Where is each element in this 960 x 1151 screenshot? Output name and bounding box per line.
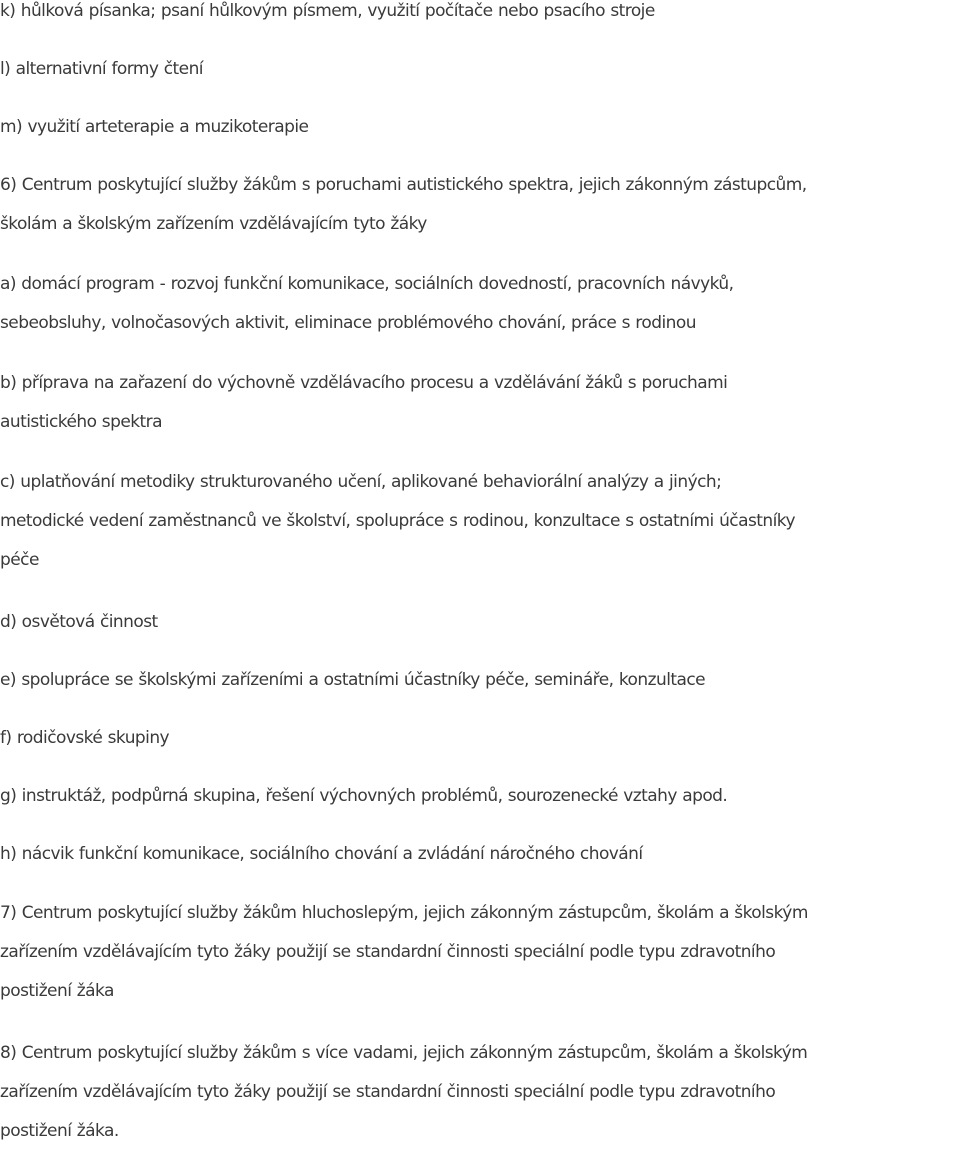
section-8-heading	[0, 1034, 960, 1151]
text-line: k) hůlková písanka; psaní hůlkovým písmem, využití počítače nebo psacího stroje	[0, 1, 655, 21]
text-line: autistického spektra	[0, 412, 162, 432]
text-line: a) domácí program - rozvoj funkční komunikace, sociálních dovedností, pracovních návyků,	[0, 274, 734, 294]
text-line: c) uplatňování metodiky strukturovaného učení, aplikované behaviorální analýzy a jiných;	[0, 472, 722, 492]
list-item-g	[0, 777, 960, 816]
text-line: školám a školským zařízením vzdělávajícím tyto žáky	[0, 214, 427, 234]
list-item-m	[0, 108, 960, 147]
text-line: 7) Centrum poskytující služby žákům hluchoslepým, jejich zákonným zástupcům, školám a školským	[0, 903, 808, 923]
text-line: b) příprava na zařazení do výchovně vzdělávacího procesu a vzdělávání žáků s poruchami	[0, 373, 728, 393]
text-line: l) alternativní formy čtení	[0, 59, 203, 79]
text-line: 6) Centrum poskytující služby žákům s poruchami autistického spektra, jejich zákonným zástupcům,	[0, 175, 807, 195]
text-line: e) spolupráce se školskými zařízeními a ostatními účastníky péče, semináře, konzultace	[0, 670, 706, 690]
text-line: f) rodičovské skupiny	[0, 728, 170, 748]
text-line: postižení žáka.	[0, 1121, 119, 1141]
section-7-heading	[0, 894, 960, 1011]
list-item-k	[0, 0, 960, 31]
text-line: postižení žáka	[0, 981, 114, 1001]
section-6-heading	[0, 166, 960, 244]
text-line: zařízením vzdělávajícím tyto žáky použijí se standardní činnosti speciální podle typu zdravotního	[0, 1082, 776, 1102]
list-item-d	[0, 603, 960, 642]
text-line: péče	[0, 550, 39, 570]
text-line: m) využití arteterapie a muzikoterapie	[0, 117, 309, 137]
list-item-c	[0, 463, 960, 580]
text-line: metodické vedení zaměstnanců ve školství, spolupráce s rodinou, konzultace s ostatními účastníky	[0, 511, 795, 531]
list-item-a	[0, 265, 960, 343]
text-line: g) instruktáž, podpůrná skupina, řešení výchovných problémů, sourozenecké vztahy apod.	[0, 786, 728, 806]
text-line: zařízením vzdělávajícím tyto žáky použijí se standardní činnosti speciální podle typu zdravotního	[0, 942, 776, 962]
list-item-b	[0, 364, 960, 442]
text-line: sebeobsluhy, volnočasových aktivit, eliminace problémového chování, práce s rodinou	[0, 313, 696, 333]
text-line: d) osvětová činnost	[0, 612, 158, 632]
list-item-h	[0, 835, 960, 874]
text-line: 8) Centrum poskytující služby žákům s více vadami, jejich zákonným zástupcům, školám a školským	[0, 1043, 808, 1063]
list-item-e	[0, 661, 960, 700]
list-item-l	[0, 50, 960, 89]
list-item-f	[0, 719, 960, 758]
text-line: h) nácvik funkční komunikace, sociálního chování a zvládání náročného chování	[0, 844, 643, 864]
